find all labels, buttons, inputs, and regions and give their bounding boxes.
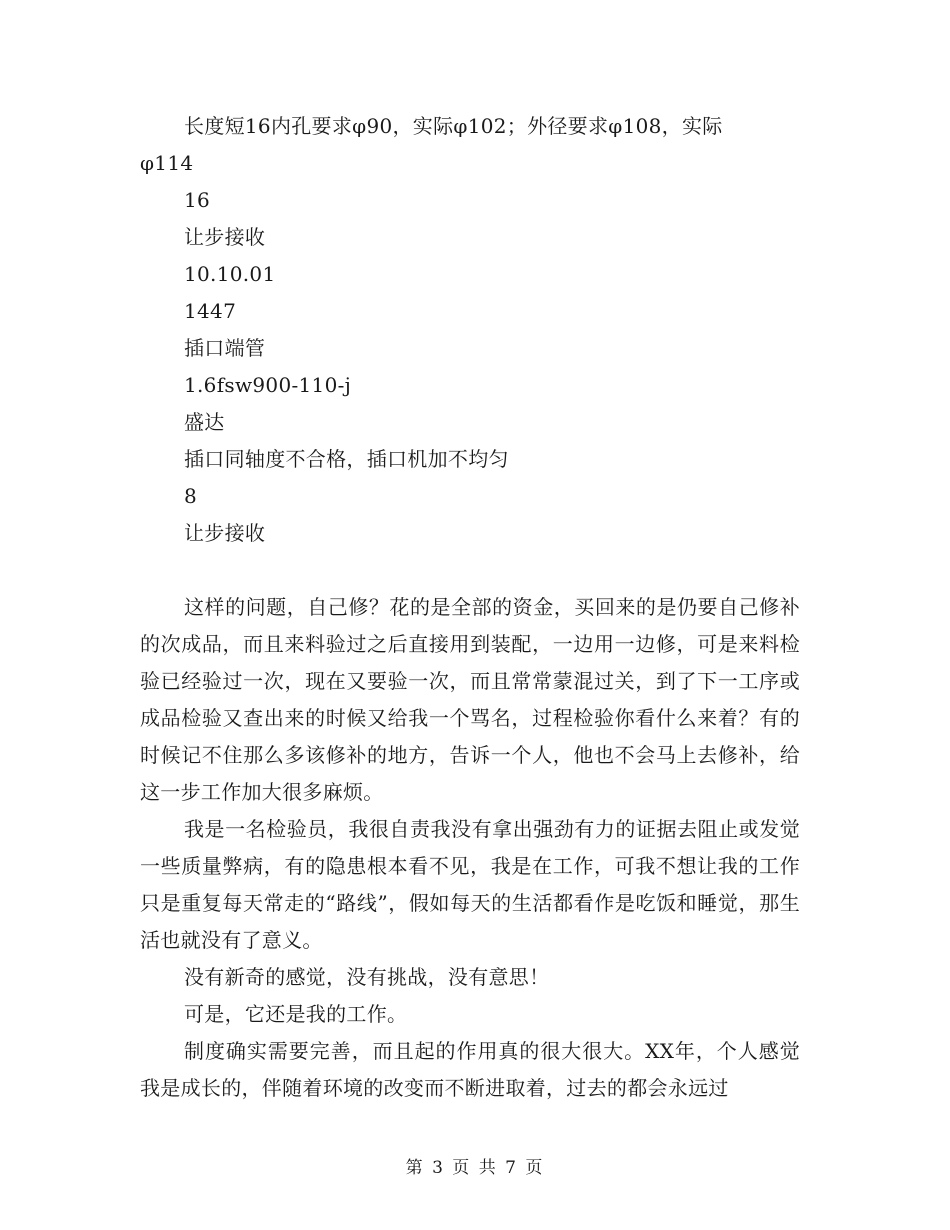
quantity-b: 8 — [184, 484, 198, 508]
model-b: 1.6fsw900-110-j — [184, 373, 352, 397]
paragraph-3: 没有新奇的感觉，没有挑战，没有意思！ — [184, 965, 550, 989]
number-b: 1447 — [184, 299, 237, 323]
page-footer: 第 3 页 共 7 页 — [405, 1158, 545, 1178]
paragraph-1: 这样的问题，自己修？花的是全部的资金，买回来的是仍要自己修补的次成品，而且来料验过之后直接用到装配，一边用一边修，可是来料检验已经验过一次，现在又要验一次，而且常常蒙混过关，到了下一工序或成品检验又查出来的时候又给我一个骂名，过程检验你看什么来着？有的时候记不住那么多该修补的地方，告诉一个人，他也不会马上去修补，给这一步工作加大很多麻烦。 — [140, 595, 800, 804]
paragraph-4: 可是，它还是我的工作。 — [184, 1002, 408, 1026]
paragraph-5: 制度确实需要完善，而且起的作用真的很大很大。XX年，个人感觉我是成长的，伴随着环境的改变而不断进取着，过去的都会永远过 — [140, 1039, 800, 1100]
paragraph-2: 我是一名检验员，我很自责我没有拿出强劲有力的证据去阻止或发觉一些质量弊病，有的隐患根本看不见，我是在工作，可我不想让我的工作只是重复每天常走的“路线”，假如每天的生活都看作是吃饭和睡觉，那生活也就没有了意义。 — [140, 817, 800, 952]
defect-description-b: 插口同轴度不合格，插口机加不均匀 — [184, 447, 509, 471]
defect-description-a-line2: φ114 — [140, 151, 194, 175]
body-text — [140, 589, 800, 1107]
disposition-a: 让步接收 — [184, 225, 266, 249]
table-fragment — [140, 108, 800, 552]
part-name-b: 插口端管 — [184, 336, 266, 360]
disposition-b: 让步接收 — [184, 521, 266, 545]
date-b: 10.10.01 — [184, 262, 276, 286]
defect-description-a-line1: 长度短16内孔要求φ90，实际φ102；外径要求φ108，实际 — [184, 114, 723, 138]
supplier-b: 盛达 — [184, 410, 225, 434]
quantity-a: 16 — [184, 188, 211, 212]
